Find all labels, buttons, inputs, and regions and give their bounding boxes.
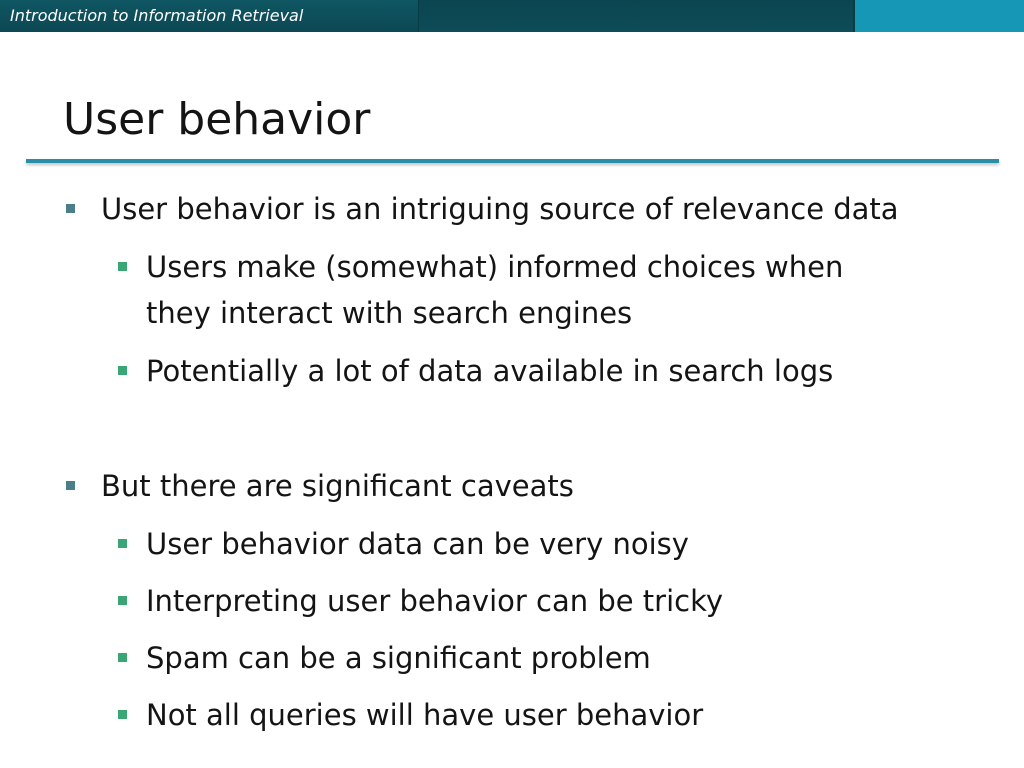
square-bullet-icon bbox=[118, 539, 127, 548]
bullet-text: But there are significant caveats bbox=[101, 469, 574, 503]
square-bullet-icon bbox=[118, 366, 127, 375]
slide-title: User behavior bbox=[63, 94, 371, 145]
square-bullet-icon bbox=[118, 596, 127, 605]
square-bullet-icon bbox=[118, 710, 127, 719]
sub-bullet-text-line: Interpreting user behavior can be tricky bbox=[146, 584, 724, 618]
sub-bullet-text-line: they interact with search engines bbox=[146, 296, 633, 330]
sub-bullet-text-line: Users make (somewhat) informed choices when bbox=[146, 250, 844, 284]
course-title: Introduction to Information Retrieval bbox=[10, 6, 304, 25]
square-bullet-icon bbox=[66, 204, 75, 213]
square-bullet-icon bbox=[66, 481, 75, 490]
square-bullet-icon bbox=[118, 653, 127, 662]
square-bullet-icon bbox=[118, 262, 127, 271]
sub-bullet-text-line: User behavior data can be very noisy bbox=[146, 527, 689, 561]
sub-bullet-text-line: Potentially a lot of data available in search logs bbox=[146, 354, 834, 388]
sub-bullet-text-line: Spam can be a significant problem bbox=[146, 641, 651, 675]
sub-bullet-text-line: Not all queries will have user behavior bbox=[146, 698, 704, 732]
bullet-text: User behavior is an intriguing source of relevance data bbox=[101, 192, 899, 226]
